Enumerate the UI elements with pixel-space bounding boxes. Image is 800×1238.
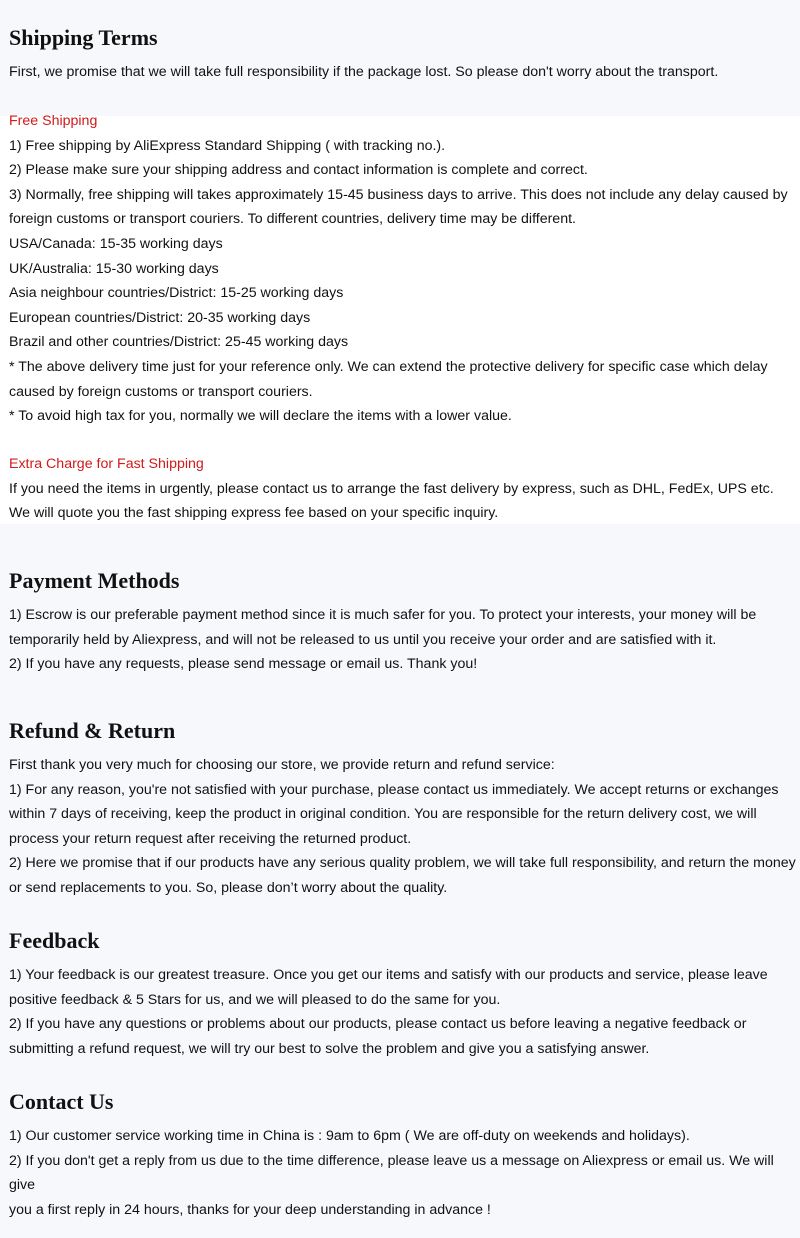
- contact-line: 1) Our customer service working time in China is : 9am to 6pm ( We are off-duty on weekends and holidays).: [9, 1128, 690, 1144]
- feedback-heading: Feedback: [9, 928, 100, 953]
- payment-methods-heading: Payment Methods: [9, 568, 180, 593]
- free-shipping-section: [9, 109, 797, 429]
- refund-return-section: [9, 753, 797, 901]
- payment-line: temporarily held by Aliexpress, and will not be released to us until you receive your order and are satisfied with it.: [9, 631, 717, 648]
- refund-return-heading: Refund & Return: [9, 718, 176, 743]
- refund-line: First thank you very much for choosing our store, we provide return and refund service:: [9, 757, 555, 773]
- delivery-time-uk-australia: UK/Australia: 15-30 working days: [9, 260, 219, 277]
- delivery-time-brazil-other: Brazil and other countries/District: 25-45 working days: [9, 334, 349, 351]
- shipping-intro: First, we promise that we will take full responsibility if the package lost. So please don't worry about the transport.: [9, 64, 719, 80]
- feedback-line: 1) Your feedback is our greatest treasure. Once you get our items and satisfy with our products and service, please leave: [9, 967, 768, 983]
- shipping-line: foreign customs or transport couriers. To different countries, delivery time may be different.: [9, 211, 576, 228]
- shipping-note: * To avoid high tax for you, normally we will declare the items with a lower value.: [9, 408, 512, 425]
- contact-us-heading: Contact Us: [9, 1089, 114, 1114]
- payment-line: 2) If you have any requests, please send message or email us. Thank you!: [9, 656, 478, 673]
- payment-methods-section: [9, 603, 797, 677]
- refund-line: 2) Here we promise that if our products have any serious quality problem, we will take full responsibility, and return the money: [9, 855, 796, 872]
- refund-line: or send replacements to you. So, please don’t worry about the quality.: [9, 879, 448, 896]
- refund-line: 1) For any reason, you're not satisfied with your purchase, please contact us immediately. We accept returns or exchanges: [9, 781, 779, 798]
- feedback-section: [9, 963, 797, 1061]
- feedback-line: 2) If you have any questions or problems about our products, please contact us before leaving a negative feedback or: [9, 1016, 747, 1033]
- feedback-line: positive feedback & 5 Stars for us, and we will pleased to do the same for you.: [9, 991, 501, 1008]
- shipping-line: 2) Please make sure your shipping address and contact information is complete and correct.: [9, 162, 588, 179]
- free-shipping-subheading: Free Shipping: [9, 113, 98, 129]
- contact-us-section: [9, 1124, 797, 1222]
- delivery-time-asia: Asia neighbour countries/District: 15-25 working days: [9, 285, 344, 302]
- fast-shipping-line: We will quote you the fast shipping express fee based on your specific inquiry.: [9, 505, 499, 522]
- feedback-line: submitting a refund request, we will try our best to solve the problem and give you a satisfying answer.: [9, 1040, 650, 1057]
- contact-line: you a first reply in 24 hours, thanks for your deep understanding in advance !: [9, 1201, 491, 1218]
- delivery-time-europe: European countries/District: 20-35 working days: [9, 309, 311, 326]
- payment-line: 1) Escrow is our preferable payment method since it is much safer for you. To protect your interests, your money will be: [9, 607, 757, 623]
- contact-line: 2) If you don't get a reply from us due to the time difference, please leave us a message on Aliexpress or email us. We will give: [9, 1152, 774, 1194]
- fast-shipping-subheading: Extra Charge for Fast Shipping: [9, 456, 204, 472]
- fast-shipping-section: [9, 452, 797, 526]
- shipping-line: 1) Free shipping by AliExpress Standard Shipping ( with tracking no.).: [9, 137, 446, 154]
- shipping-note: * The above delivery time just for your reference only. We can extend the protective delivery for specific case which delay: [9, 358, 768, 375]
- shipping-note: caused by foreign customs or transport couriers.: [9, 383, 313, 400]
- shipping-line: 3) Normally, free shipping will takes approximately 15-45 business days to arrive. This does not include any delay caused by: [9, 186, 788, 203]
- shipping-terms-heading: Shipping Terms: [9, 25, 158, 50]
- refund-line: process your return request after receiving the returned product.: [9, 830, 412, 847]
- delivery-time-usa-canada: USA/Canada: 15-35 working days: [9, 235, 223, 252]
- fast-shipping-line: If you need the items in urgently, please contact us to arrange the fast delivery by express, such as DHL, FedEx, UPS etc.: [9, 480, 774, 497]
- refund-line: within 7 days of receiving, keep the product in original condition. You are responsible for the return delivery cost, we will: [9, 806, 757, 823]
